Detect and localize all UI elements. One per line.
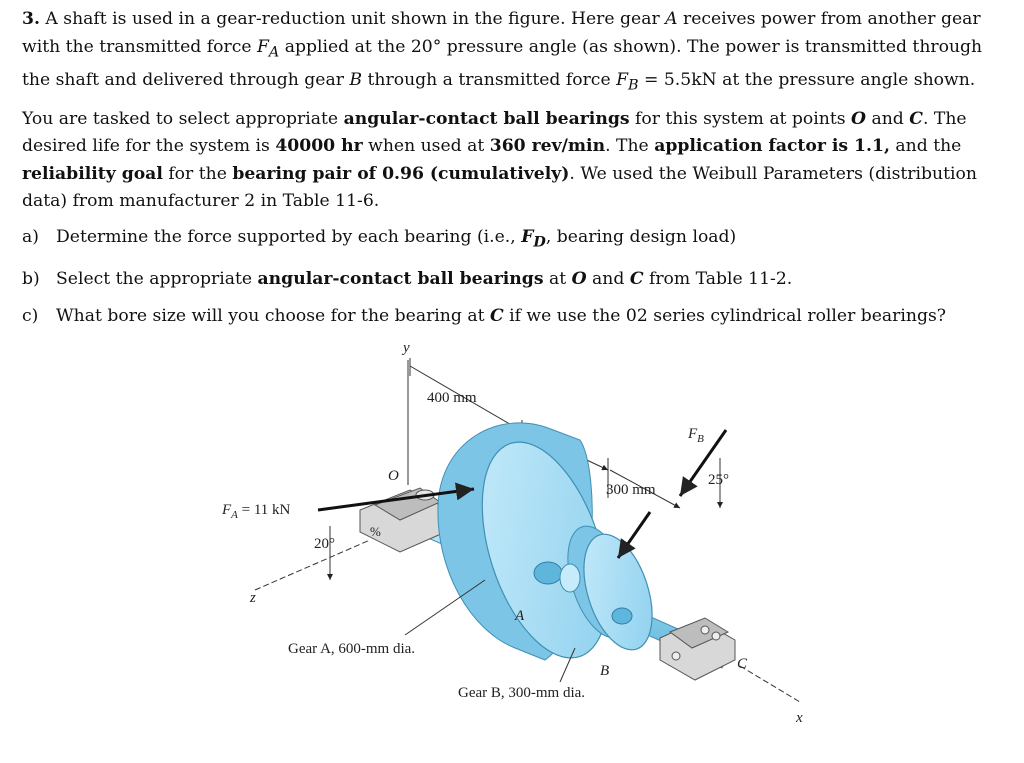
force-fb-arrow-2 bbox=[618, 512, 650, 558]
problem-number: 3. bbox=[22, 9, 40, 29]
x-axis-label: x bbox=[796, 710, 803, 726]
point-c-label: C bbox=[737, 656, 748, 672]
question-c: c) What bore size will you choose for the bearing at C if we use the 02 series cylindrical roller bearings? bbox=[22, 305, 947, 326]
dim-400-label: 400 mm bbox=[427, 390, 477, 406]
question-b: b) Select the appropriate angular-contact ball bearings at O and C from Table 11-2. bbox=[22, 269, 793, 290]
y-axis-label: y bbox=[403, 340, 410, 356]
gear-b-caption: Gear B, 300-mm dia. bbox=[458, 685, 586, 701]
force-fb-label: $F_B$ bbox=[688, 426, 704, 445]
question-list bbox=[22, 224, 1007, 330]
figure-svg bbox=[0, 330, 1024, 763]
point-b-label: B bbox=[600, 663, 610, 679]
dim-300-label: 300 mm bbox=[606, 482, 656, 498]
angle-a-label: 20° bbox=[314, 536, 335, 552]
problem-paragraph-2: You are tasked to select appropriate angular-contact ball bearings for this system at points O and C. The desired life for the system is 40000 hr when used at 360 rev/min. The application factor is 1.1, and the reliability goal for the bearing pair of 0.96 (cumulatively). We used the Weibull Parameters (distribution data) from manufacturer 2 in Table 11-6. bbox=[22, 108, 977, 212]
gear-shaft-figure bbox=[0, 330, 1024, 763]
point-a-label: A bbox=[515, 608, 525, 624]
force-fa-label: $F_A = 11$ kN bbox=[222, 502, 291, 521]
z-axis-label: z bbox=[250, 590, 256, 606]
problem-statement bbox=[22, 6, 1007, 339]
svg-text:%: % bbox=[370, 524, 381, 539]
problem-paragraph-1: 3. A shaft is used in a gear-reduction unit shown in the figure. Here gear A receives power from another gear with the transmitted force $F_A$ applied at the 20° pressure angle (as shown). The power is transmitted through the shaft and delivered through gear B through a transmitted force $F_B = 5.5kN$ at the pressure angle shown. bbox=[22, 9, 983, 94]
x-axis-line bbox=[740, 666, 800, 702]
angle-b-label: 25° bbox=[708, 472, 729, 488]
point-o-label: O bbox=[388, 468, 399, 484]
question-a: a) Determine the force supported by each bearing (i.e., $F_D$, bearing design load) bbox=[22, 227, 737, 251]
z-axis-line bbox=[255, 540, 370, 590]
gear-a-caption: Gear A, 600-mm dia. bbox=[288, 641, 416, 657]
